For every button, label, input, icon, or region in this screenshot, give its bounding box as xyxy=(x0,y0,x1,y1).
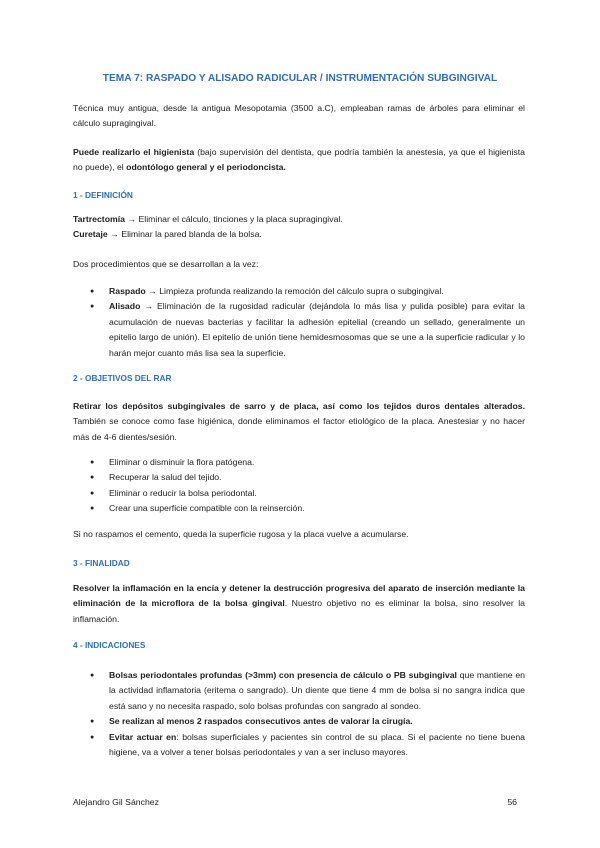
item-bold: Raspado xyxy=(109,286,146,296)
list-item xyxy=(73,668,525,714)
list-item xyxy=(73,455,525,470)
procedures-intro: Dos procedimientos que se desarrollan a la vez: xyxy=(73,259,259,269)
procedures-list xyxy=(73,284,525,361)
item-text: Recuperar la salud del tejido. xyxy=(109,472,222,483)
text-curetaje: → Eliminar la pared blanda de la bolsa. xyxy=(107,229,262,240)
item-bold: Se realizan al menos 2 raspados consecutivos antes de valorar la cirugía. xyxy=(109,716,413,727)
finalidad-text: . Nuestro objetivo no es eliminar la bolsa, sino resolver la inflamación. xyxy=(73,598,525,624)
list-item xyxy=(73,714,525,729)
bullet-icon: ● xyxy=(90,505,95,513)
term-tartrectomia: Tartrectomía xyxy=(73,214,125,224)
bullet-icon: ● xyxy=(90,288,95,295)
indicaciones-list xyxy=(73,668,525,760)
objectives-paragraph xyxy=(73,399,525,445)
definition-curetaje xyxy=(73,227,525,242)
term-curetaje: Curetaje xyxy=(73,229,108,240)
finalidad-bold: Resolver la inflamación en la encía y detener la destrucción progresiva del aparato de inserción mediante la eliminación de la microflora de la bolsa gingival xyxy=(73,583,525,609)
text-tartrectomia: → Eliminar el cálculo, tinciones y la placa supragingival. xyxy=(124,214,343,224)
definition-tartrectomia xyxy=(73,212,525,227)
section-heading-finalidad: 3 - FINALIDAD xyxy=(73,558,130,568)
section-heading-objectives: 2 - OBJETIVOS DEL RAR xyxy=(73,373,172,383)
who-bold-2: odontólogo general y el periodoncista. xyxy=(126,162,286,173)
section-heading-definition: 1 - DEFINICIÓN xyxy=(73,190,133,200)
item-bold: Evitar actuar en xyxy=(109,731,177,742)
item-text: → Eliminación de la rugosidad radicular (dejándola lo más lisa y pulida posible) para evitar la acumulación de nuevas bacterias y facilitar la adhesión epitelial (creando un sellado, generalmente un epitelio largo de unión). El epitelio de unión tiene hemidesmosomas que se une a la superficie radicular y lo harán mejor cuanto más lisa sea la superficie. xyxy=(109,301,525,358)
list-item xyxy=(73,486,525,501)
intro-paragraph: Técnica muy antigua, desde la antigua Mesopotamia (3500 a.C), empleaban ramas de árboles para eliminar el cálculo supragingival. xyxy=(73,103,525,129)
section-heading-indicaciones: 4 - INDICACIONES xyxy=(73,640,146,650)
item-text: : bolsas superficiales y pacientes sin control de su placa. Si el paciente no tiene buena higiene, va a volver a tener bolsas periodontales y van a ser incluso mayores. xyxy=(109,731,525,758)
item-text: Eliminar o reducir la bolsa periodontal. xyxy=(109,487,257,498)
list-item xyxy=(73,470,525,485)
bullet-icon: ● xyxy=(90,459,95,466)
footer-author: Alejandro Gil Sánchez xyxy=(73,797,159,807)
who-bold-1: Puede realizarlo el higienista xyxy=(73,147,195,157)
list-item xyxy=(73,501,525,516)
item-bold: Alisado xyxy=(109,301,141,312)
who-paragraph xyxy=(73,145,525,176)
item-text: Crear una superficie compatible con la reinserción. xyxy=(109,503,305,514)
objectives-text: También se conoce como fase higiénica, donde eliminamos el factor etiológico de la placa. Anestesiar y no hacer más de 4-6 dientes/sesión. xyxy=(73,416,525,442)
bullet-icon: ● xyxy=(90,733,95,741)
footer-page-number: 56 xyxy=(507,797,517,807)
objectives-bold: Retirar los depósitos subgingivales de sarro y de placa, así como los tejidos duros dentales alterados. xyxy=(73,401,525,411)
definition-block xyxy=(73,212,525,243)
who-text-1: (bajo supervisión del dentista, que podría también la anestesia, ya que el higienista no puede), el xyxy=(73,147,525,173)
bullet-icon: ● xyxy=(90,303,95,311)
bullet-icon: ● xyxy=(90,489,95,497)
item-text: que mantiene en la actividad inflamatoria (eritema o sangrado). Un diente que tiene 4 mm de bolsa si no sangra indica que está sano y no necesita raspado, solo bolsas profundas con sangrado al sondeo. xyxy=(109,670,525,711)
finalidad-paragraph xyxy=(73,581,525,627)
item-text: Eliminar o disminuir la flora patógena. xyxy=(109,457,255,467)
bullet-icon: ● xyxy=(90,672,95,679)
objectives-list xyxy=(73,455,525,517)
objectives-closing: Si no raspamos el cemento, queda la superficie rugosa y la placa vuelve a acumularse. xyxy=(73,529,409,539)
document-title: TEMA 7: RASPADO Y ALISADO RADICULAR / INSTRUMENTACIÓN SUBGINGIVAL xyxy=(102,73,498,84)
item-bold: Bolsas periodontales profundas (>3mm) con presencia de cálculo o PB subgingival xyxy=(109,670,457,680)
item-text: → Limpieza profunda realizando la remoción del cálculo supra o subgingival. xyxy=(145,286,444,296)
list-item xyxy=(73,299,525,361)
bullet-icon: ● xyxy=(90,474,95,482)
list-item xyxy=(73,730,525,761)
list-item xyxy=(73,284,525,299)
bullet-icon: ● xyxy=(90,718,95,726)
